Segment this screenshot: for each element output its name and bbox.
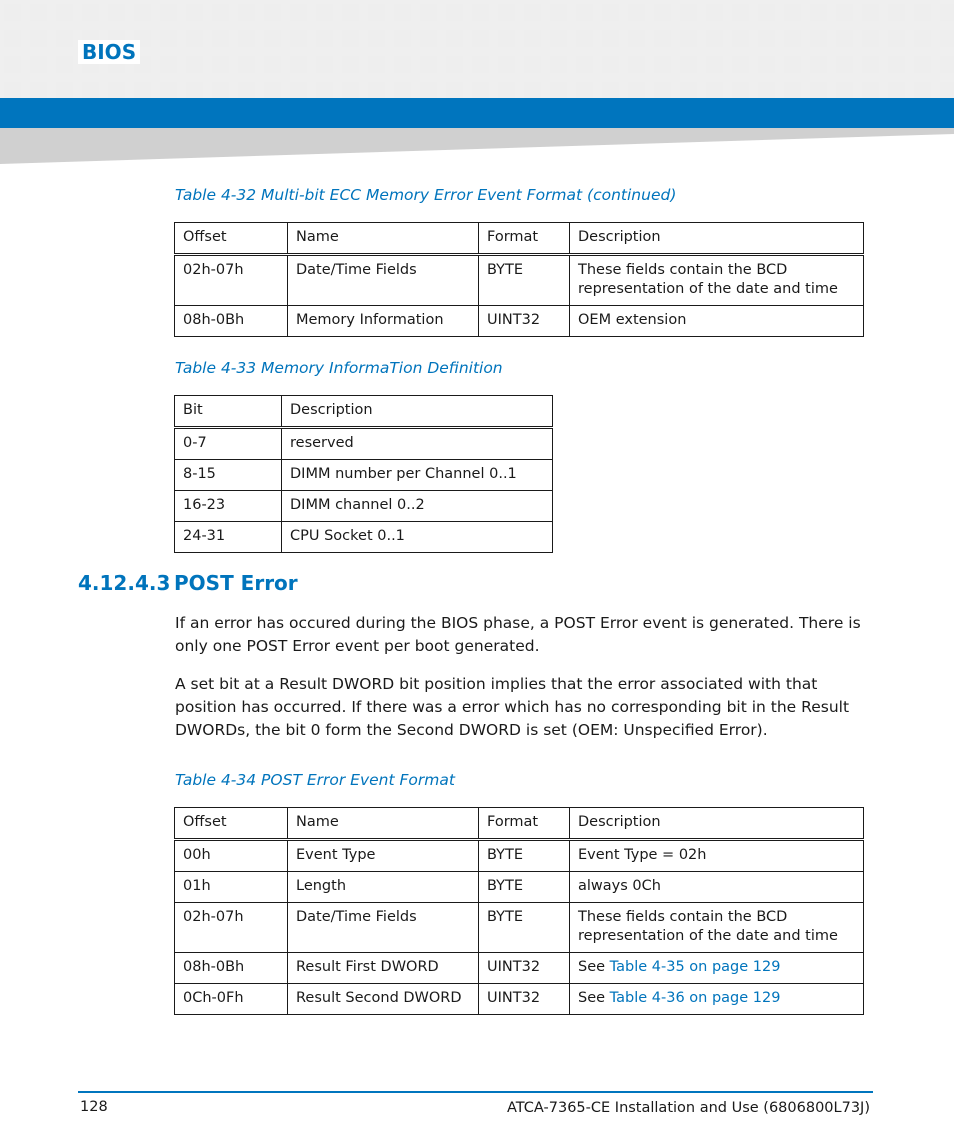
- header-tile: [940, 56, 954, 73]
- header-tile: [576, 30, 593, 47]
- header-tile: [550, 4, 567, 21]
- header-tile: [186, 30, 203, 47]
- table-row: [175, 984, 864, 1015]
- header-tile: [836, 82, 853, 98]
- header-tile: [238, 30, 255, 47]
- table-cell: 0Ch-0Fh: [175, 984, 288, 1015]
- table-cell: 24-31: [175, 522, 282, 553]
- header-tile: [862, 4, 879, 21]
- header-tile: [680, 56, 697, 73]
- header-tile: [368, 4, 385, 21]
- header-tile: [628, 56, 645, 73]
- table-4-34: [174, 807, 864, 1015]
- header-tile: [212, 82, 229, 98]
- header-tile: [290, 56, 307, 73]
- header-tile: [238, 4, 255, 21]
- header-tile: [732, 82, 749, 98]
- table-cell: 01h: [175, 872, 288, 903]
- section-heading: [78, 571, 298, 595]
- table-row: [175, 522, 553, 553]
- header-tile: [420, 4, 437, 21]
- header-tile: [446, 30, 463, 47]
- table-header-row: [175, 808, 864, 840]
- header-tile-pattern: [0, 0, 954, 98]
- header-tile: [316, 56, 333, 73]
- header-tile: [264, 82, 281, 98]
- header-tile: [810, 82, 827, 98]
- table-4-33: [174, 395, 553, 553]
- table-cell: [570, 953, 864, 984]
- header-tile: [914, 4, 931, 21]
- table-cell: Result First DWORD: [288, 953, 479, 984]
- header-tile: [420, 56, 437, 73]
- header-tile: [810, 56, 827, 73]
- header-tile: [524, 30, 541, 47]
- header-tile: [264, 56, 281, 73]
- table-cell: reserved: [282, 428, 553, 460]
- header-tile: [446, 56, 463, 73]
- table-row: [175, 840, 864, 872]
- header-tile: [914, 30, 931, 47]
- table-cell: BYTE: [479, 872, 570, 903]
- header-tile: [732, 4, 749, 21]
- header-tile: [238, 82, 255, 98]
- header-tile: [56, 56, 73, 73]
- header-tile: [940, 82, 954, 98]
- table-4-36-link[interactable]: Table 4-36 on page 129: [609, 990, 781, 1006]
- table-cell: 00h: [175, 840, 288, 872]
- header-tile: [784, 4, 801, 21]
- header-tile: [56, 30, 73, 47]
- header-tile: [628, 82, 645, 98]
- header-grey-wedge: [0, 128, 954, 164]
- header-tile: [394, 4, 411, 21]
- header-tile: [784, 56, 801, 73]
- table-cell: 16-23: [175, 491, 282, 522]
- header-tile: [550, 30, 567, 47]
- header-tile: [706, 56, 723, 73]
- header-tile: [940, 30, 954, 47]
- header-tile: [160, 82, 177, 98]
- table-row: [175, 903, 864, 953]
- tile-grid: [0, 0, 954, 98]
- table-cell: 02h-07h: [175, 903, 288, 953]
- column-header: Format: [479, 223, 570, 255]
- header-tile: [602, 30, 619, 47]
- header-tile: [888, 4, 905, 21]
- header-tile: [56, 4, 73, 21]
- header-tile: [368, 56, 385, 73]
- table-cell: Event Type: [288, 840, 479, 872]
- column-header: Description: [282, 396, 553, 428]
- table-cell: DIMM number per Channel 0..1: [282, 460, 553, 491]
- header-tile: [30, 4, 47, 21]
- page-number: 128: [80, 1099, 108, 1115]
- header-tile: [212, 30, 229, 47]
- header-tile: [186, 56, 203, 73]
- header-tile: [134, 82, 151, 98]
- table-cell: 08h-0Bh: [175, 306, 288, 337]
- header-tile: [30, 82, 47, 98]
- table-header-row: [175, 223, 864, 255]
- header-tile: [836, 30, 853, 47]
- header-tile: [212, 56, 229, 73]
- table-cell: 0-7: [175, 428, 282, 460]
- cell-prefix: See: [578, 959, 610, 975]
- header-tile: [498, 4, 515, 21]
- header-tile: [316, 82, 333, 98]
- table-4-32-caption: Table 4-32 Multi-bit ECC Memory Error Event Format (continued): [175, 186, 677, 204]
- header-tile: [472, 30, 489, 47]
- header-tile: [862, 56, 879, 73]
- header-tile: [758, 82, 775, 98]
- header-tile: [550, 56, 567, 73]
- header-tile: [576, 56, 593, 73]
- header-tile: [602, 4, 619, 21]
- header-tile: [82, 82, 99, 98]
- table-cell: 8-15: [175, 460, 282, 491]
- section-title: POST Error: [174, 571, 298, 595]
- header-tile: [446, 82, 463, 98]
- table-row: [175, 460, 553, 491]
- table-row: [175, 491, 553, 522]
- table-cell: Length: [288, 872, 479, 903]
- table-cell: BYTE: [479, 903, 570, 953]
- table-4-32: [174, 222, 864, 337]
- table-4-34-caption: Table 4-34 POST Error Event Format: [175, 771, 455, 789]
- header-tile: [446, 4, 463, 21]
- header-tile: [628, 30, 645, 47]
- header-tile: [576, 82, 593, 98]
- header-tile: [576, 4, 593, 21]
- header-tile: [160, 56, 177, 73]
- body-paragraph: If an error has occured during the BIOS phase, a POST Error event is generated. There is only one POST Error event per boot generated.: [175, 614, 861, 655]
- table-cell: CPU Socket 0..1: [282, 522, 553, 553]
- table-cell: Date/Time Fields: [288, 255, 479, 306]
- header-tile: [654, 82, 671, 98]
- body-paragraph: A set bit at a Result DWORD bit position implies that the error associated with that position has occurred. If there was a error which has no corresponding bit in the Result DWORDs, the bit 0 form the Second DWORD is set (OEM: Unspecified Error).: [175, 675, 850, 739]
- header-tile: [472, 4, 489, 21]
- header-tile: [888, 30, 905, 47]
- column-header: Description: [570, 223, 864, 255]
- table-cell: BYTE: [479, 255, 570, 306]
- header-tile: [498, 56, 515, 73]
- header-tile: [4, 4, 21, 21]
- table-cell: Result Second DWORD: [288, 984, 479, 1015]
- header-tile: [680, 30, 697, 47]
- header-tile: [108, 82, 125, 98]
- header-tile: [134, 4, 151, 21]
- header-tile: [498, 82, 515, 98]
- header-section-name: BIOS: [78, 40, 140, 64]
- header-tile: [316, 30, 333, 47]
- column-header: Name: [288, 808, 479, 840]
- header-tile: [654, 30, 671, 47]
- header-tile: [30, 56, 47, 73]
- table-cell: always 0Ch: [570, 872, 864, 903]
- header-tile: [82, 4, 99, 21]
- column-header: Offset: [175, 223, 288, 255]
- footer-rule: [78, 1091, 873, 1093]
- column-header: Name: [288, 223, 479, 255]
- section-number: 4.12.4.3: [78, 571, 171, 595]
- table-cell: Memory Information: [288, 306, 479, 337]
- header-tile: [238, 56, 255, 73]
- header-tile: [680, 82, 697, 98]
- header-tile: [758, 56, 775, 73]
- header-tile: [810, 30, 827, 47]
- header-tile: [732, 30, 749, 47]
- header-tile: [888, 82, 905, 98]
- header-tile: [472, 56, 489, 73]
- header-tile: [654, 56, 671, 73]
- header-tile: [472, 82, 489, 98]
- header-tile: [758, 30, 775, 47]
- header-tile: [914, 56, 931, 73]
- header-tile: [4, 56, 21, 73]
- header-tile: [342, 82, 359, 98]
- header-tile: [654, 4, 671, 21]
- header-tile: [420, 82, 437, 98]
- header-tile: [940, 4, 954, 21]
- header-tile: [4, 82, 21, 98]
- header-tile: [810, 4, 827, 21]
- table-cell: These fields contain the BCD representation of the date and time: [570, 255, 864, 306]
- header-tile: [394, 82, 411, 98]
- header-tile: [316, 4, 333, 21]
- table-4-35-link[interactable]: Table 4-35 on page 129: [609, 959, 781, 975]
- table-row: [175, 953, 864, 984]
- table-cell: Event Type = 02h: [570, 840, 864, 872]
- header-tile: [290, 4, 307, 21]
- column-header: Bit: [175, 396, 282, 428]
- table-row: [175, 428, 553, 460]
- header-tile: [836, 56, 853, 73]
- column-header: Description: [570, 808, 864, 840]
- table-cell: UINT32: [479, 984, 570, 1015]
- header-tile: [342, 30, 359, 47]
- header-tile: [394, 56, 411, 73]
- header-tile: [680, 4, 697, 21]
- header-tile: [706, 30, 723, 47]
- table-cell: UINT32: [479, 306, 570, 337]
- header-tile: [862, 30, 879, 47]
- header-tile: [524, 4, 541, 21]
- header-tile: [160, 4, 177, 21]
- header-tile: [524, 56, 541, 73]
- table-header-row: [175, 396, 553, 428]
- table-4-33-caption: Table 4-33 Memory InformaTion Definition: [175, 359, 503, 377]
- document-title: ATCA-7365-CE Installation and Use (6806800L73J): [507, 1100, 870, 1116]
- header-tile: [342, 56, 359, 73]
- header-tile: [264, 30, 281, 47]
- header-tile: [56, 82, 73, 98]
- header-tile: [706, 82, 723, 98]
- header-tile: [186, 4, 203, 21]
- header-tile: [862, 82, 879, 98]
- table-cell: UINT32: [479, 953, 570, 984]
- header-tile: [550, 82, 567, 98]
- header-tile: [420, 30, 437, 47]
- cell-prefix: See: [578, 990, 610, 1006]
- header-tile: [784, 82, 801, 98]
- header-tile: [368, 82, 385, 98]
- header-tile: [4, 30, 21, 47]
- table-cell: OEM extension: [570, 306, 864, 337]
- column-header: Offset: [175, 808, 288, 840]
- table-cell: These fields contain the BCD representation of the date and time: [570, 903, 864, 953]
- header-tile: [108, 4, 125, 21]
- header-tile: [394, 30, 411, 47]
- header-tile: [160, 30, 177, 47]
- table-cell: BYTE: [479, 840, 570, 872]
- header-tile: [498, 30, 515, 47]
- header-tile: [264, 4, 281, 21]
- header-tile: [732, 56, 749, 73]
- column-header: Format: [479, 808, 570, 840]
- header-tile: [212, 4, 229, 21]
- header-blue-bar: [0, 98, 954, 128]
- header-tile: [30, 30, 47, 47]
- header-tile: [602, 56, 619, 73]
- header-tile: [628, 4, 645, 21]
- table-cell: 08h-0Bh: [175, 953, 288, 984]
- header-tile: [342, 4, 359, 21]
- header-tile: [368, 30, 385, 47]
- table-cell: 02h-07h: [175, 255, 288, 306]
- table-row: [175, 255, 864, 306]
- header-tile: [602, 82, 619, 98]
- header-tile: [290, 82, 307, 98]
- header-tile: [888, 56, 905, 73]
- table-cell: DIMM channel 0..2: [282, 491, 553, 522]
- header-tile: [836, 4, 853, 21]
- header-tile: [524, 82, 541, 98]
- table-row: [175, 306, 864, 337]
- header-tile: [784, 30, 801, 47]
- header-tile: [290, 30, 307, 47]
- header-tile: [706, 4, 723, 21]
- header-tile: [914, 82, 931, 98]
- header-tile: [758, 4, 775, 21]
- table-row: [175, 872, 864, 903]
- table-cell: [570, 984, 864, 1015]
- table-cell: Date/Time Fields: [288, 903, 479, 953]
- header-tile: [186, 82, 203, 98]
